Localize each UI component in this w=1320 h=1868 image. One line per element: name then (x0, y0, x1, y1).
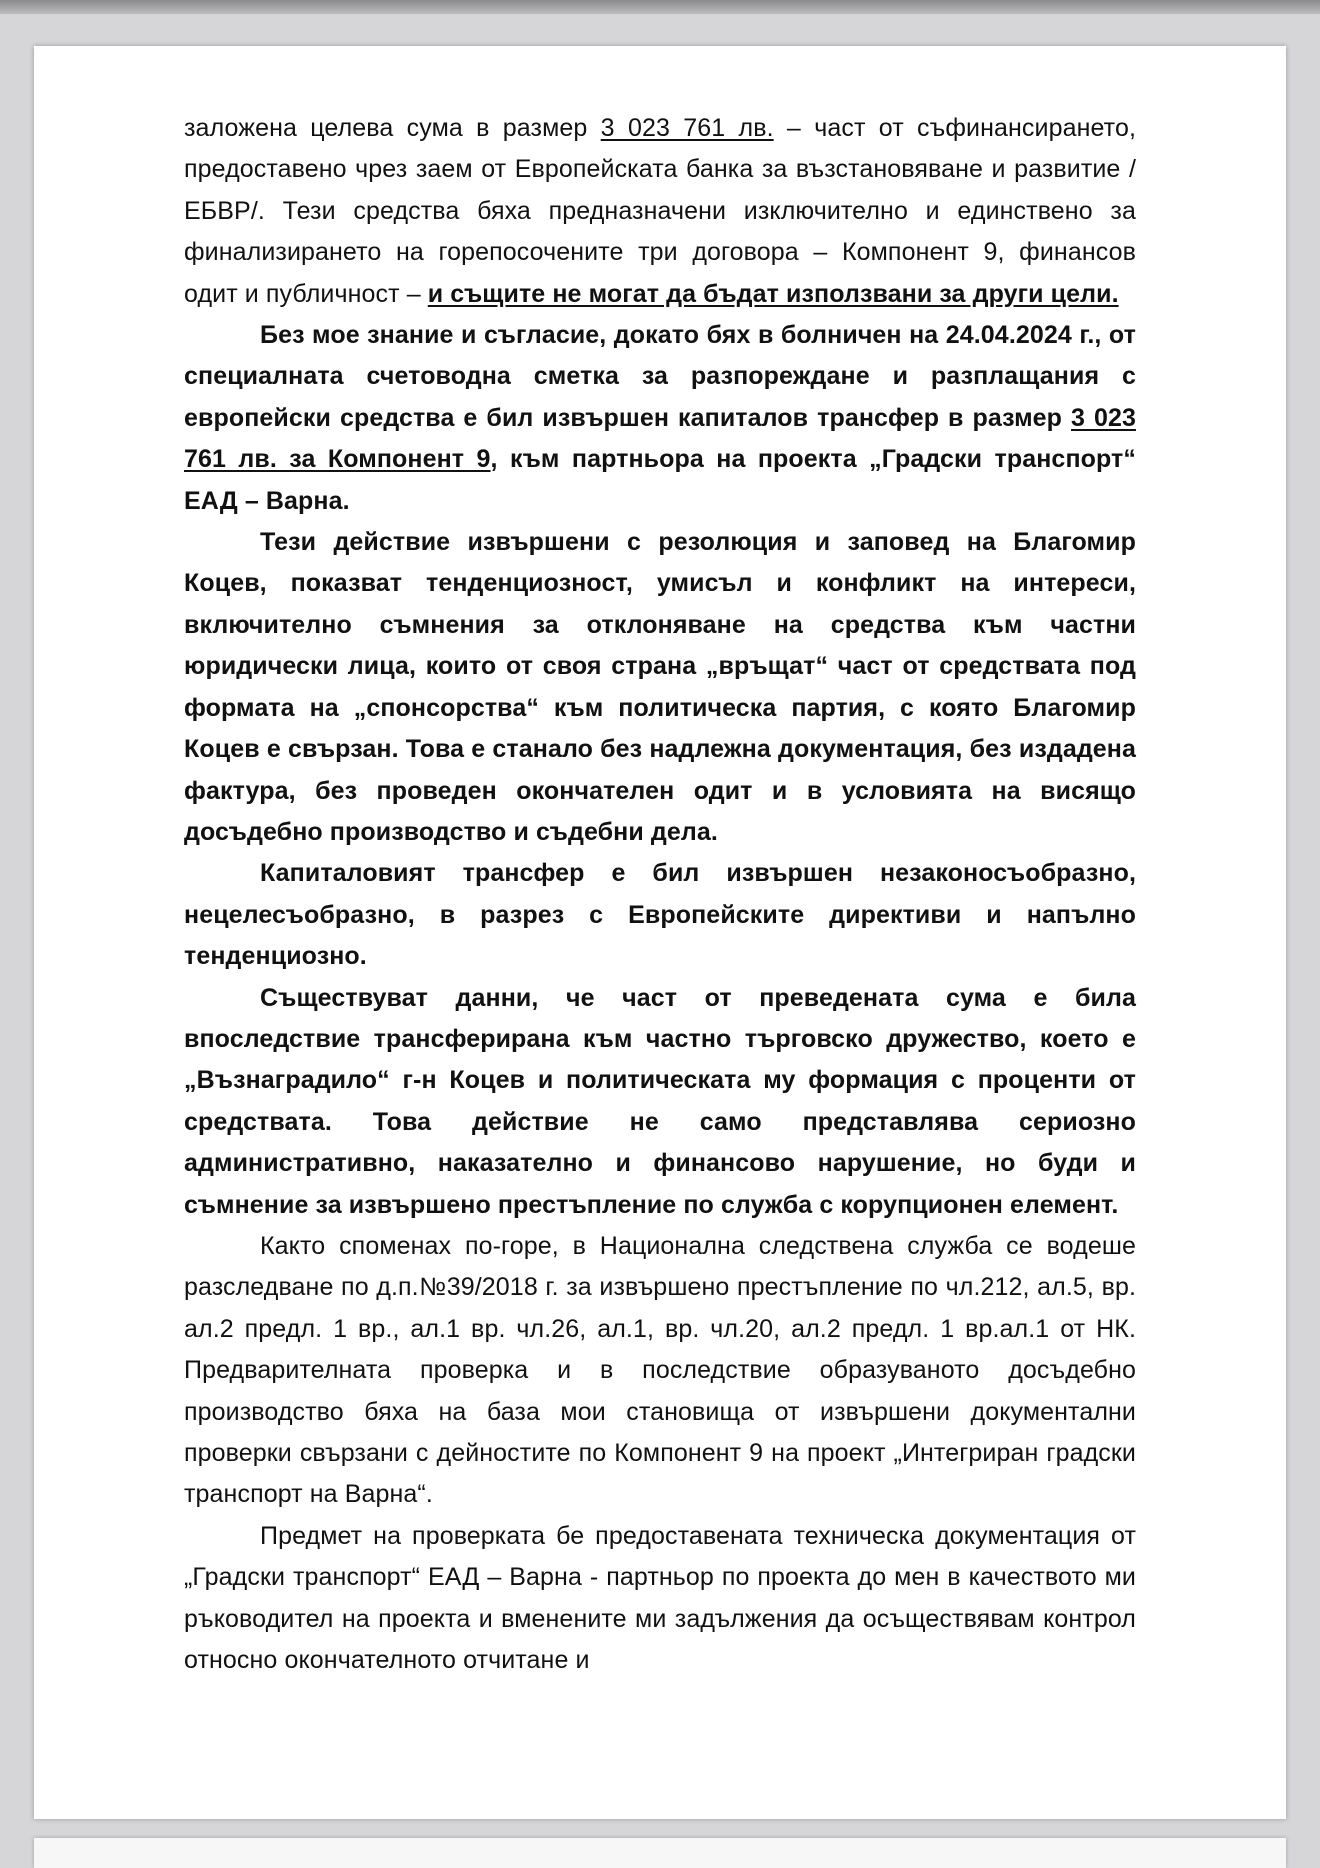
text-run: Капиталовият трансфер е бил извършен незаконосъобразно, нецелесъобразно, в разрез с Европейските директиви и напълно тенденциозно. (184, 859, 1136, 971)
paragraph (184, 1226, 1136, 1516)
paragraph (184, 853, 1136, 977)
next-page-edge (34, 1838, 1286, 1868)
text-run: 3 023 761 лв. (600, 114, 774, 142)
text-run: заложена целева сума в размер (184, 114, 601, 142)
viewer-top-bar (0, 0, 1320, 14)
text-run: , към партньора на проекта „Градски транспорт“ ЕАД – Варна. (184, 445, 1136, 515)
paragraph (184, 1516, 1136, 1682)
paragraph (184, 522, 1136, 853)
text-run: Без мое знание и съгласие, докато бях в болничен на 24.04.2024 г., от специалната счетоводна сметка за разпореждане и разплащания с европейски средства е бил извършен капиталов трансфер в размер (184, 321, 1136, 432)
text-run: Съществуват данни, че част от преведената сума е била впоследствие трансферирана към частно търговско дружество, което е „Възнаградило“ г-н Коцев и политическата му формация с проценти от средствата. Това действие не само представлява сериозно административно, наказателно и финансово нарушение, но буди и съмнение за извършено престъпление по служба с корупционен елемент. (184, 983, 1136, 1219)
paragraph (184, 108, 1136, 315)
text-run: – част от съфинансирането, предоставено чрез заем от Европейската банка за възстановяване и развитие /ЕБВР/. Тези средства бяха предназначени изключително и единствено за финализирането на горепосочените три договора – Компонент 9, финансов одит и публичност – (184, 114, 1136, 308)
text-run: Както споменах по-горе, в Национална следствена служба се водеше разследване по д.п.№39/2018 г. за извършено престъпление по чл.212, ал.5, вр. ал.2 предл. 1 вр., ал.1 вр. чл.26, ал.1, вр. чл.20, ал.2 предл. 1 вр.ал.1 от НК. Предварителната проверка и в последствие образуваното досъдебно производство бяха на база мои становища от извършени документални проверки свързани с дейностите по Компонент 9 на проект „Интегриран градски транспорт на Варна“. (184, 1231, 1136, 1509)
text-run: Тези действие извършени с резолюция и заповед на Благомир Коцев, показват тенденциозност, умисъл и конфликт на интереси, включително съмнения за отклоняване на средства към частни юридически лица, които от своя страна „връщат“ част от средствата под формата на „спонсорства“ към политическа партия, с която Благомир Коцев е свързан. Това е станало без надлежна документация, без издадена фактура, без проведен окончателен одит и в условията на висящо досъдебно производство и съдебни дела. (184, 528, 1136, 846)
text-run: 3 023 761 лв. за Компонент 9 (184, 403, 1137, 474)
document-page (34, 46, 1286, 1819)
paragraph (184, 978, 1136, 1226)
document-body (184, 108, 1136, 1681)
text-run: Предмет на проверката бе предоставената техническа документация от „Градски транспорт“ ЕАД – Варна - партньор по проекта до мен в качеството ми ръководител на проекта и вменените ми задължения да осъществявам контрол относно окончателното отчитане и (184, 1521, 1136, 1675)
paragraph (184, 315, 1136, 522)
text-run: и същите не могат да бъдат използвани за други цели. (427, 279, 1119, 308)
